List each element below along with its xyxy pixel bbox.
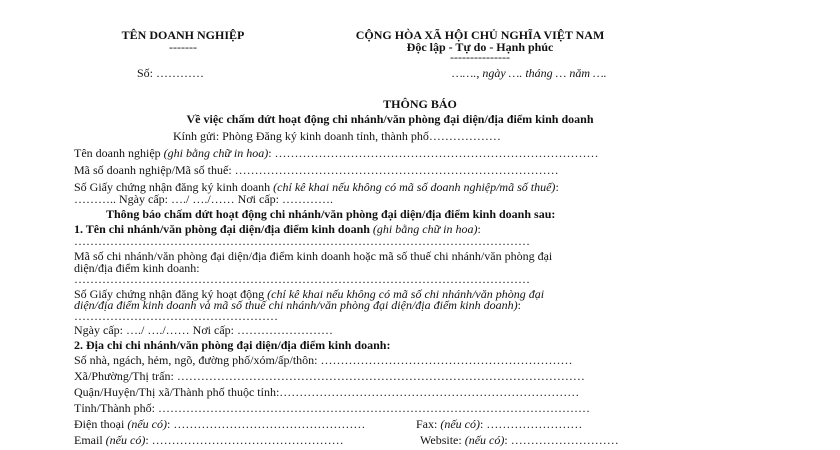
address-province: Tỉnh/Thành phố: ………………………………………………………………………………………………	[74, 401, 590, 415]
website-hint: (nếu có)	[464, 433, 505, 447]
fax-field	[416, 417, 582, 431]
date-line: ……., ngày …. tháng … năm ….	[452, 66, 607, 80]
company-name-heading: TÊN DOANH NGHIỆP	[121, 28, 245, 42]
activity-cert-colon: :	[517, 298, 521, 312]
activity-cert-label: Số Giấy chứng nhận đăng ký hoạt động	[74, 287, 265, 301]
section-intro: Thông báo chấm dứt hoạt động chi nhánh/văn phòng đại diện/địa điểm kinh doanh sau:	[106, 207, 556, 221]
fax-fill: : ……………………	[480, 417, 583, 431]
phone-fill: : …………………………………………	[166, 417, 366, 431]
website-label: Website:	[420, 433, 462, 447]
recipient-line: Kính gửi: Phòng Đăng ký kinh doanh tỉnh, thành phố………………	[173, 129, 501, 143]
country-name: CỘNG HÒA XÃ HỘI CHỦ NGHĨA VIỆT NAM	[355, 28, 605, 42]
company-name-hint: (ghi bằng chữ in hoa)	[163, 146, 269, 160]
website-fill: : ………………………	[504, 433, 619, 447]
address-ward: Xã/Phường/Thị trấn: …………………………………………………………………………………………	[74, 369, 585, 383]
company-name-fill: : ………………………………………………………………………	[268, 146, 599, 160]
fax-hint: (nếu có)	[440, 417, 480, 431]
phone-hint: (nếu có)	[127, 417, 167, 431]
business-cert-issue-line: ……….. Ngày cấp: …./ …./…… Nơi cấp: ………….	[74, 192, 333, 206]
email-field	[74, 433, 344, 447]
phone-label: Điện thoại	[74, 417, 125, 431]
email-hint: (nếu có)	[105, 433, 146, 447]
business-cert-colon: :	[555, 180, 559, 194]
document-number: Số: …………	[137, 66, 205, 80]
branch-name-dots: ……………………………………………………………………………………………………	[74, 234, 530, 248]
section1-heading-hint: (ghi bằng chữ in hoa)	[372, 222, 478, 236]
national-motto: Độc lập - Tự do - Hạnh phúc	[406, 40, 554, 54]
notice-subject: Về việc chấm dứt hoạt động chi nhánh/văn phòng đại diện/địa điểm kinh doanh	[186, 112, 594, 126]
motto-underline: ---------------	[450, 50, 510, 64]
fax-label: Fax:	[416, 417, 438, 431]
section1-heading-text: 1. Tên chi nhánh/văn phòng đại diện/địa điểm kinh doanh	[74, 222, 370, 236]
activity-cert-dots: ……………………………………………	[74, 309, 278, 323]
branch-code-line2: diện/địa điểm kinh doanh:	[74, 261, 200, 275]
activity-cert-issue: Ngày cấp: …./ …./…… Nơi cấp: ……………………	[74, 323, 333, 337]
notice-title: THÔNG BÁO	[383, 97, 457, 111]
company-name-label: Tên doanh nghiệp	[74, 146, 161, 160]
company-dashes: -------	[169, 40, 197, 54]
activity-cert-hint2: diện/địa điểm kinh doanh và mã số thuế chi nhánh/văn phòng đại diện/địa điểm kinh doanh)	[74, 298, 518, 312]
tax-code-field: Mã số doanh nghiệp/Mã số thuế: ………………………………………………………………………	[74, 163, 559, 177]
activity-cert-hint1: (chỉ kê khai nếu không có mã số chi nhánh/văn phòng đại	[267, 287, 545, 301]
address-street: Số nhà, ngách, hẻm, ngõ, đường phố/xóm/ấp/thôn: ………………………………………………………	[74, 353, 573, 367]
section2-heading: 2. Địa chỉ chi nhánh/văn phòng đại diện/địa điểm kinh doanh:	[74, 338, 391, 352]
business-cert-label: Số Giấy chứng nhận đăng ký kinh doanh	[74, 180, 271, 194]
business-cert-hint: (chỉ kê khai nếu không có mã số doanh nghiệp/mã số thuế)	[273, 180, 556, 194]
email-fill: : …………………………………………	[145, 433, 344, 447]
phone-field	[74, 417, 365, 431]
branch-code-line1: Mã số chi nhánh/văn phòng đại diện/địa điểm kinh doanh hoặc mã số thuế chi nhánh/văn phòng đại	[74, 249, 553, 263]
email-label: Email	[74, 433, 103, 447]
section1-heading-colon: :	[477, 222, 481, 236]
address-district: Quận/Huyện/Thị xã/Thành phố thuộc tỉnh:…………………………………………………………………	[74, 385, 580, 399]
website-field	[420, 433, 619, 447]
branch-code-dots: ……………………………………………………………………………………………………	[74, 272, 530, 286]
company-name-field	[74, 146, 599, 160]
